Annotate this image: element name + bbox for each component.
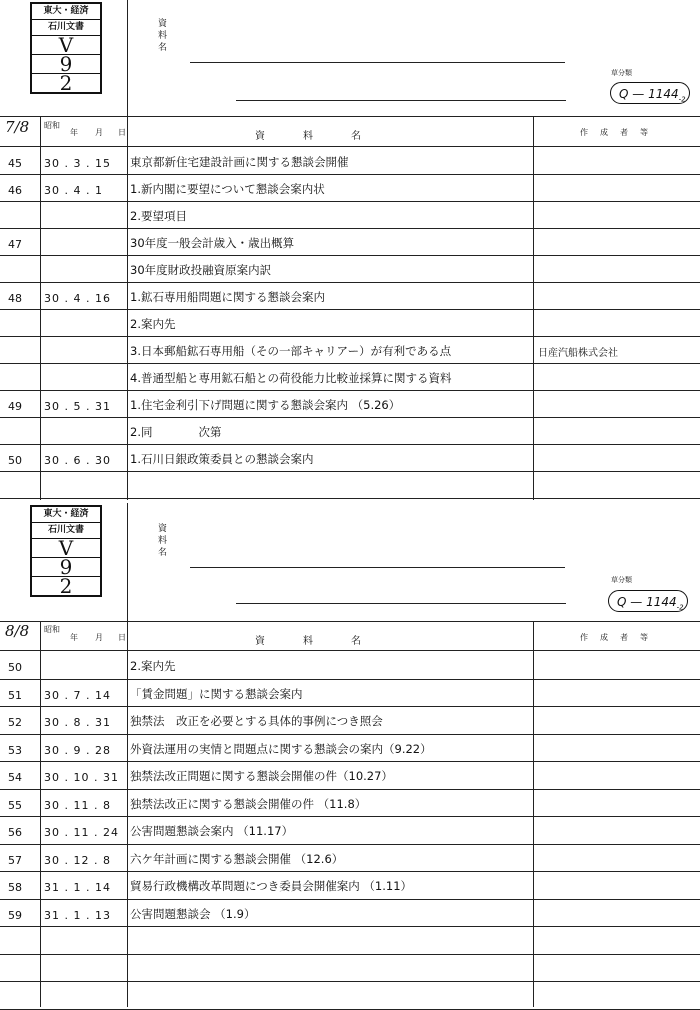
row-number: 54 [8,771,22,784]
sheet-number: 7/8 [5,118,30,136]
row-date: 30 . 4 . 1 [44,184,103,197]
bunrui-label: 草分類 [611,69,632,77]
row-title: 独禁法改正問題に関する懇談会開催の件（10.27） [130,769,393,783]
row-number: 50 [8,661,22,674]
row-number: 57 [8,853,22,867]
row-date: 30 . 4 . 16 [44,292,111,305]
header-day: 日 [118,128,126,137]
table-row [0,926,700,954]
row-rule [0,498,700,499]
archive-stamp [30,2,102,94]
table-row [0,761,700,789]
table-row [0,981,700,1009]
row-date: 30 . 11 . 24 [44,826,119,839]
bunrui-code [610,82,690,104]
stamp-volume: 9 [32,558,100,577]
table-row [0,954,700,982]
row-title: 2.案内先 [130,659,176,673]
catalog-sheet-1 [0,0,700,500]
row-date: 30 . 7 . 14 [44,688,111,702]
row-title: 2.要望項目 [130,209,187,223]
header-title: 資 料 名 [255,636,363,647]
row-title: 2.同 次第 [130,425,222,439]
shiryo-label: 資料名 [158,524,168,558]
row-number: 47 [8,238,22,251]
row-title: 独禁法改正に関する懇談会開催の件 （11.8） [130,796,367,811]
row-date: 30 . 3 . 15 [44,157,111,170]
table-row [0,390,700,418]
header-era: 昭和 [44,121,60,130]
row-title: 1.鉱石専用船問題に関する懇談会案内 [130,290,325,304]
table-row [0,789,700,817]
table-row [0,336,700,364]
table-row [0,471,700,499]
row-number: 52 [8,716,22,729]
table-row [0,147,700,175]
bunrui-code [608,590,688,612]
row-date: 30 . 11 . 8 [44,798,111,812]
row-title: 公害問題懇談会 （1.9） [130,906,256,921]
rule [190,62,565,63]
table-row [0,679,700,707]
row-number: 46 [8,184,22,197]
sheet-number: 8/8 [5,622,30,640]
row-number: 50 [8,454,22,467]
row-number: 59 [8,908,22,922]
table-row [0,816,700,844]
table-row [0,734,700,762]
header-month: 月 [95,128,103,137]
row-title: 30年度財政投融資原案内訳 [130,263,272,277]
stamp-collection: 石川文書 [32,20,100,36]
row-number: 49 [8,400,22,413]
row-title: 2.案内先 [130,317,176,331]
row-number: 56 [8,826,22,839]
stamp-volume: V [32,539,100,558]
table-row [0,255,700,283]
rule [0,116,700,117]
stamp-dept: 東大・経済 [32,4,100,20]
row-title: 「賃金問題」に関する懇談会案内 [130,686,303,701]
header-author: 作 成 者 等 [580,633,650,642]
table-row [0,174,700,202]
row-date: 30 . 12 . 8 [44,853,111,867]
row-title: 4.普通型船と専用鉱石船との荷役能力比較並採算に関する資料 [130,371,452,385]
row-date: 30 . 10 . 31 [44,771,119,784]
row-number: 53 [8,743,22,757]
row-rule [0,1009,700,1010]
header-title: 資 料 名 [255,131,363,142]
header-year: 年 [70,633,78,642]
row-title: 30年度一般会計歳入・歳出概算 [130,236,295,250]
row-title: 外資法運用の実情と問題点に関する懇談会の案内（9.22） [130,741,432,756]
row-date: 30 . 9 . 28 [44,743,111,757]
table-row [0,228,700,256]
table-row [0,201,700,229]
row-date: 30 . 6 . 30 [44,454,111,467]
rule [0,621,700,622]
rule [236,100,566,101]
row-number: 58 [8,881,22,894]
bunrui-label: 草分類 [611,576,632,584]
row-title: 独禁法 改正を必要とする具体的事例につき照会 [130,714,383,728]
stamp-dept: 東大・経済 [32,507,100,523]
bunrui-code-text: Q — 1144 [617,595,677,609]
bunrui-code-text: Q — 1144 [619,87,679,101]
row-title: 1.住宅金利引下げ問題に関する懇談会案内 （5.26） [130,398,401,412]
table-row [0,651,700,679]
row-date: 31 . 1 . 14 [44,881,111,894]
row-number: 48 [8,292,22,305]
row-title: 公害問題懇談会案内 （11.17） [130,824,294,838]
stamp-volume: 9 [32,55,100,74]
archive-stamp [30,505,102,597]
table-row [0,309,700,337]
stamp-volume: 2 [59,71,73,95]
row-title: 東京都新住宅建設計画に関する懇談会開催 [130,155,349,169]
header-author: 作 成 者 等 [580,128,650,137]
row-number: 51 [8,688,22,702]
row-title: 貿易行政機構改革問題につき委員会開催案内 （1.11） [130,879,413,893]
table-row [0,899,700,927]
row-number: 55 [8,798,22,812]
table-row [0,844,700,872]
stamp-collection: 石川文書 [32,523,100,539]
table-row [0,871,700,899]
header-day: 日 [118,633,126,642]
row-date: 31 . 1 . 13 [44,908,111,922]
row-title: 1.新内閣に要望について懇談会案内状 [130,182,325,196]
row-title: 3.日本郵船鉱石専用船（その一部キャリアー）が有利である点 [130,344,452,358]
table-row [0,282,700,310]
row-title: 1.石川日銀政策委員との懇談会案内 [130,452,314,466]
rule [190,567,565,568]
table-row [0,363,700,391]
shiryo-label: 資料名 [158,19,168,53]
header-era: 昭和 [44,625,60,634]
table-row [0,417,700,445]
stamp-volume: V [32,36,100,55]
rule [236,603,566,604]
row-number: 45 [8,157,22,170]
row-date: 30 . 5 . 31 [44,400,111,413]
stamp-volume: 2 [59,574,73,598]
catalog-sheet-2 [0,503,700,1007]
row-title: 六ケ年計画に関する懇談会開催 （12.6） [130,851,344,866]
row-author: 日産汽船株式会社 [538,348,618,359]
table-row [0,706,700,734]
header-month: 月 [95,633,103,642]
header-year: 年 [70,128,78,137]
table-row [0,444,700,472]
bunrui-sub: -2 [678,95,686,104]
bunrui-sub: -2 [676,603,684,612]
row-date: 30 . 8 . 31 [44,716,111,729]
